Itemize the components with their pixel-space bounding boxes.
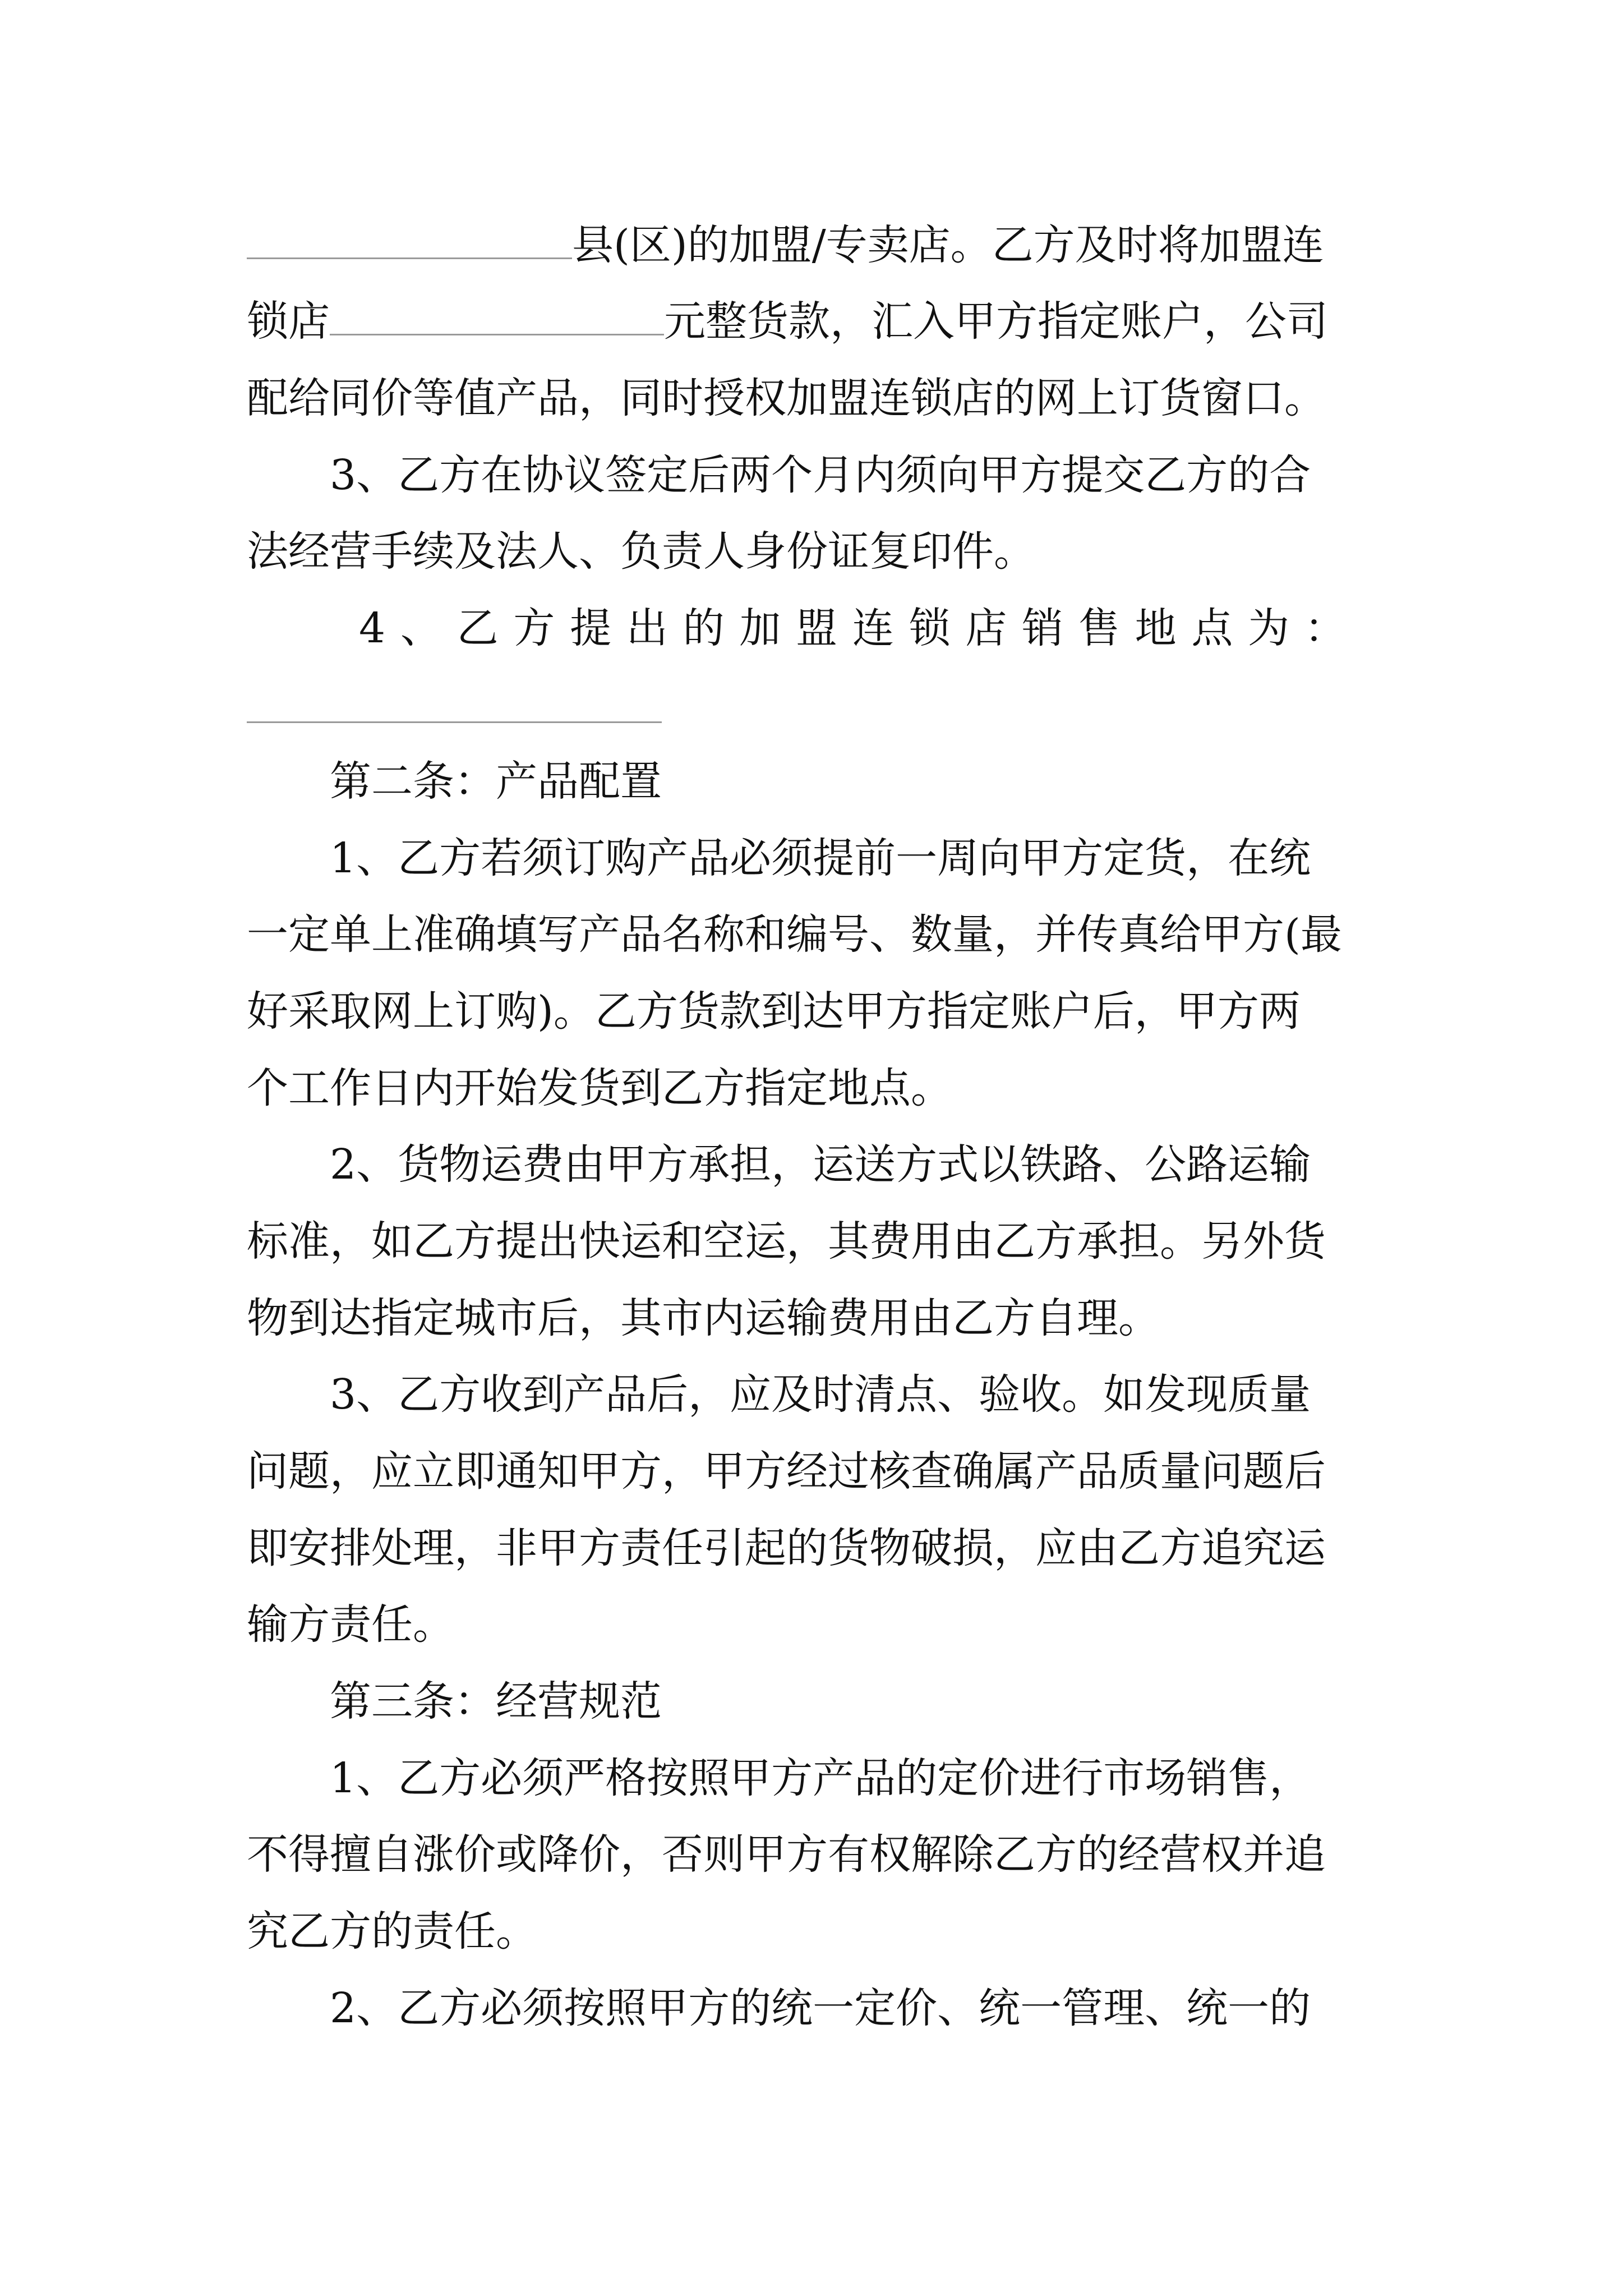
text-char: 出 <box>626 604 668 652</box>
text-line <box>247 211 1391 279</box>
fill-in-blank-county <box>247 223 572 259</box>
text-line <box>247 288 1391 355</box>
text-line: 3、乙方收到产品后，应及时清点、验收。如发现质量 <box>330 1370 1311 1419</box>
text-char: ： <box>1304 604 1346 652</box>
text-line: 2、货物运费由甲方承担，运送方式以铁路、公路运输 <box>330 1140 1311 1189</box>
text-line: 2、乙方必须按照甲方的统一定价、统一管理、统一的 <box>330 1984 1311 2032</box>
fill-in-blank-location <box>247 721 662 723</box>
text-char: 店 <box>965 604 1007 652</box>
text-char: 乙 <box>457 604 499 652</box>
text-segment: 元整货款，汇入甲方指定账户，公司 <box>664 297 1328 346</box>
text-line: 物到达指定城市后，其市内运输费用由乙方自理。 <box>247 1294 1160 1342</box>
text-line: 好采取网上订购)。乙方货款到达甲方指定账户后，甲方两 <box>247 987 1301 1036</box>
text-line: 究乙方的责任。 <box>247 1907 537 1955</box>
text-line: 1、乙方必须严格按照甲方产品的定价进行市场销售， <box>330 1754 1311 1802</box>
text-line: 即安排处理，非甲方责任引起的货物破损，应由乙方追究运 <box>247 1524 1326 1572</box>
text-line: 3、乙方在协议签定后两个月内须向甲方提交乙方的合 <box>330 451 1311 499</box>
text-char: 加 <box>739 604 781 652</box>
text-line: 1、乙方若须订购产品必须提前一周向甲方定货，在统 <box>330 834 1311 882</box>
text-line: 法经营手续及法人、负责人身份证复印件。 <box>247 527 1035 576</box>
text-line: 个工作日内开始发货到乙方指定地点。 <box>247 1064 952 1112</box>
text-line: 配给同价等值产品，同时授权加盟连锁店的网上订货窗口。 <box>247 374 1326 422</box>
section-heading: 第二条：产品配置 <box>330 757 662 806</box>
text-char: 地 <box>1135 604 1177 652</box>
text-char: 售 <box>1078 604 1120 652</box>
text-char: 连 <box>852 604 894 652</box>
justified-text-line <box>359 595 1346 662</box>
text-char: 销 <box>1022 604 1064 652</box>
text-char: 4 <box>359 604 386 652</box>
text-line: 问题，应立即通知甲方，甲方经过核查确属产品质量问题后 <box>247 1447 1326 1496</box>
text-char: 的 <box>683 604 725 652</box>
text-char: 、 <box>400 604 442 652</box>
text-char: 锁 <box>909 604 951 652</box>
text-line: 标准，如乙方提出快运和空运，其费用由乙方承担。另外货 <box>247 1217 1326 1266</box>
text-segment: 县(区)的加盟/专卖店。乙方及时将加盟连 <box>572 221 1324 269</box>
text-line: 不得擅自涨价或降价，否则甲方有权解除乙方的经营权并追 <box>247 1830 1326 1879</box>
text-char: 方 <box>513 604 555 652</box>
text-char: 点 <box>1191 604 1233 652</box>
text-char: 盟 <box>796 604 838 652</box>
section-heading: 第三条：经营规范 <box>330 1677 662 1726</box>
text-char: 提 <box>570 604 612 652</box>
text-char: 为 <box>1248 604 1290 652</box>
text-segment: 锁店 <box>247 297 330 346</box>
fill-in-blank-amount <box>330 299 664 335</box>
text-line: 输方责任。 <box>247 1600 454 1649</box>
text-line: 一定单上准确填写产品名称和编号、数量，并传真给甲方(最 <box>247 910 1342 959</box>
